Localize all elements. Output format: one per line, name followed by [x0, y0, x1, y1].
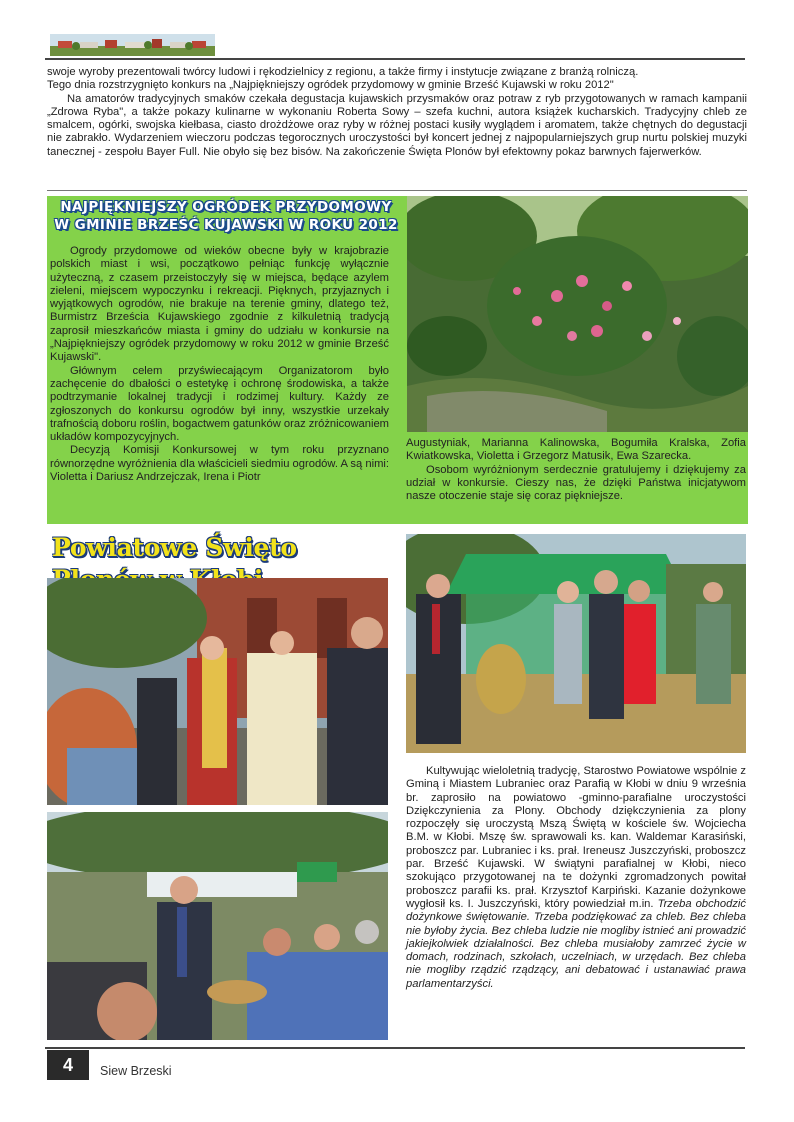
- harvest-section-title: Powiatowe Święto: [52, 533, 297, 562]
- garden-paragraph-4: Augustyniak, Marianna Kalinowska, Bogumiła Kralska, Zofia Kwiatkowska, Violetta i Grzegorz Matusik, Ewa Szarecka.: [406, 437, 746, 463]
- harvest-paragraph: [406, 765, 746, 991]
- officials-photo: [406, 534, 746, 753]
- garden-title-line-2: W GMINIE BRZEŚĆ KUJAWSKI W ROKU 2012: [54, 217, 398, 233]
- garden-title-line-1: NAJPIĘKNIEJSZY OGRÓDEK PRZYDOMOWY: [60, 199, 392, 215]
- garden-section-title: [47, 198, 405, 234]
- top-article: [47, 66, 747, 159]
- harvest-article-text: [406, 765, 746, 991]
- harvest-paragraph-body: Kultywując wieloletnią tradycję, Starostwo Powiatowe wspólnie z Gminą i Miastem Lubraniec oraz Parafią w Kłobi w dniu 9 września br. zaprosiło na powiatowo -gminno-parafialne uroczystości Dziękczynienia za Plony. Obchody dziękczynienia za plony rozpoczęły się uroczystą Mszą Świętą w kościele św. Wojciecha B.M. w Kłobi. Mszę św. sprawowali ks. kan. Waldemar Karasiński, proboszcz par. Lubraniec i ks. prał. Ireneusz Juszczyński, proboszcz par. Brześć Kujawski. W świątyni parafialnej w Kłobi, nieco szokująco przygotowanej na te dożynki zgromadzonych powitał proboszcz parafii ks. prał. Krzysztof Karpiński. Kazanie dożynkowe wygłosił ks. I. Juszczyński, który powiedział m.in.: [406, 765, 746, 910]
- publication-name: Siew Brzeski: [100, 1064, 172, 1078]
- garden-paragraph-3: Decyzją Komisji Konkursowej w tym roku przyznano równorzędne wyróżnienia dla właścicieli siedmiu ogrodów. A są nimi: Violetta i Dariusz Andrzejczak, Irena i Piotr: [50, 444, 389, 484]
- garden-photo: [407, 196, 748, 432]
- garden-paragraph-1: Ogrody przydomowe od wieków obecne były w krajobrazie polskich miast i wsi, początkowo pełniąc funkcję wyłącznie użyteczną, z czasem przeistoczyły się w miejsca, będące azylem zieleni, miejscem wypoczynku i rekreacji. Pięknych, przyjaznych i wyjątkowych ogrodów, nie brakuje na terenie gminy, dlatego też, Burmistrz Brześcia Kujawskiego zgodnie z kilkuletnią tradycją zaprosił mieszkańców miasta i gminy do udziału w konkursie na „Najpiękniejszy ogródek przydomowy w roku 2012 w gminie Brześć Kujawski".: [50, 245, 389, 364]
- garden-paragraph-5: Osobom wyróżnionym serdecznie gratulujemy i dziękujemy za udział w konkursie. Cieszy nas, że dzięki Państwa inicjatywom nasze otoczenie staje się coraz piękniejsze.: [406, 463, 746, 503]
- top-paragraph-1: swoje wyroby prezentowali twórcy ludowi i rękodzielnicy z regionu, a także firmy i instytucje związane z branżą rolniczą.: [47, 66, 639, 78]
- footer-rule: [45, 1047, 745, 1049]
- page-number: 4: [47, 1050, 89, 1080]
- mass-photo: [47, 578, 388, 805]
- garden-text-left: [50, 245, 389, 484]
- garden-text-right: [406, 437, 746, 503]
- header-rule: [45, 58, 745, 60]
- celebration-photo: [47, 812, 388, 1040]
- header-village-photo: [50, 34, 215, 56]
- sermon-quote: Trzeba obchodzić dożynkowe świętowanie. Trzeba podziękować za chleb. Bez chleba nie byłoby życia. Bez chleba ludzie nie mogliby istnieć ani prowadzić jakiejkolwiek działalności. Bez chleba musiałoby zamrzeć życie w domach, rodzinach, szkołach, uczelniach, w urzędach. Bez chleba nie mogliby rządzić rządzący, ani debatować i ustanawiać prawa parlamentarzyści.: [406, 897, 746, 990]
- section-divider: [47, 190, 747, 191]
- garden-paragraph-2: Głównym celem przyświecającym Organizatorom było zachęcenie do dbałości o estetykę i ochronę środowiska, a także podtrzymanie lokalnej tradycji i rodzimej kultury. Każdy ze zgłoszonych do konkursu ogrodów był inny, wszystkie urzekały trafnością doboru roślin, bogactwem gatunków oraz zróżnicowaniem układów kompozycyjnych.: [50, 364, 389, 444]
- top-paragraph-3: Na amatorów tradycyjnych smaków czekała degustacja kujawskich przysmaków oraz potraw z ryb przygotowanych w ramach kampanii „Zdrowa Ryba", a także pokazy kulinarne w wykonaniu Roberta Sowy – szefa kuchni, autora książek kucharskich. Tradycyjny chleb ze smalcem, ogórki, swojska kiełbasa, ciasto drożdżowe oraz ryby w różnej postaci kusiły wyglądem i aromatem, także chętnych do degustacji nie zabrakło. Wydarzeniem wieczoru podczas tegorocznych uroczystości był koncert jednej z najpopularniejszych grup nurtu polskiej muzyki tanecznej - zespołu Bayer Full. Nie obyło się bez bisów. Na zakończenie Święta Plonów był efektowny pokaz barwnych fajerwerków.: [47, 92, 747, 158]
- top-paragraph-2: Tego dnia rozstrzygnięto konkurs na „Najpiękniejszy ogródek przydomowy w gminie Brześć Kujawski w roku 2012": [47, 79, 614, 92]
